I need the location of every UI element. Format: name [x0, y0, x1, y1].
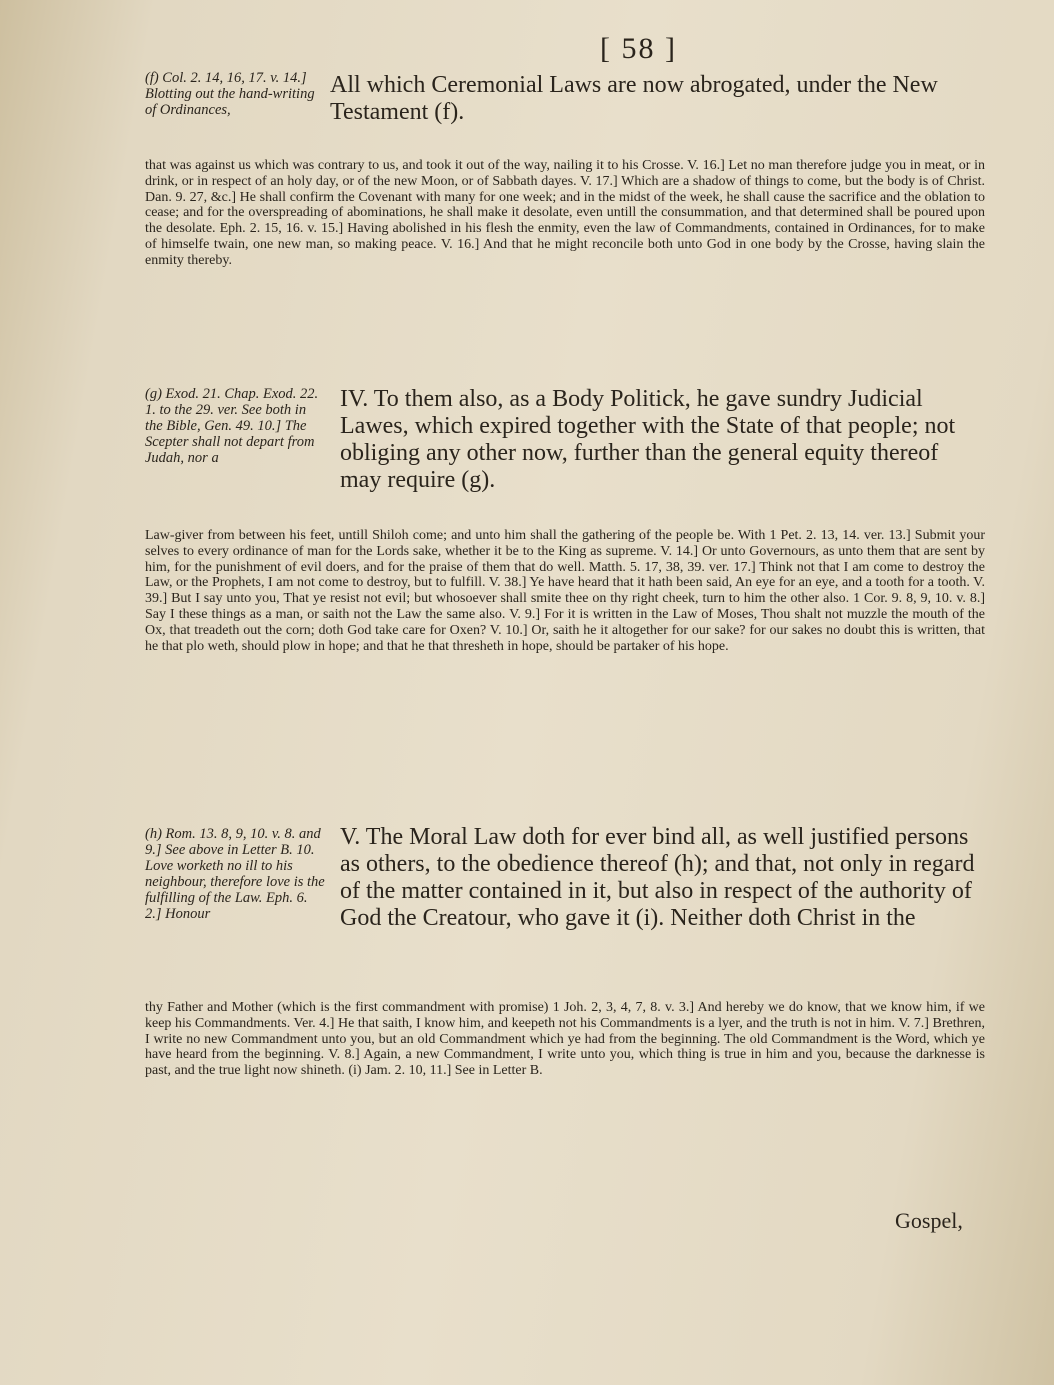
main-text: IV. To them also, as a Body Politick, he gave sundry Judicial Lawes, which expired together with the State of that people; not obliging any other now, further than the general equity thereof may require (g).: [340, 386, 956, 493]
main-text: V. The Moral Law doth for ever bind all, as well justified persons as others, to the obedience thereof (h); and that, not only in regard of the matter contained in it, but also in respect of the authority of God the Creatour, who gave it (i). Neither doth Christ in the: [340, 824, 975, 931]
footnote-text: that was against us which was contrary to us, and took it out of the way, nailing it to his Crosse. V. 16.] Let no man therefore judge you in meat, or in drink, or in respect of an holy day, or of the new Moon, or of Sabbath dayes. V. 17.] Which are a shadow of things to come, but the body is of Christ. Dan. 9. 27, &c.] He shall confirm the Covenant with many for one week; and in the midst of the week, he shall cause the sacrifice and the oblation to cease; and for the overspreading of abominations, he shall make it desolate, even untill the consummation, and that determined shall be poured upon the desolate. Eph. 2. 15, 16. v. 15.] Having abolished in his flesh the enmity, even the law of Commandments, contained in Ordinances, for to make of himselfe twain, one new man, so making peace. V. 16.] And that he might reconcile both unto God in one body by the Crosse, having slain the enmity thereby.: [145, 158, 985, 268]
margin-note: (g) Exod. 21. Chap. Exod. 22. 1. to the 29. ver. See both in the Bible, Gen. 49. 10.] The Scepter shall not depart from Judah, nor a: [145, 386, 319, 466]
footnote-text: Law-giver from between his feet, untill Shiloh come; and unto him shall the gathering of the people be. With 1 Pet. 2. 13, 14. ver. 13.] Submit your selves to every ordinance of man for the Lords sake, whether it be to the King as supreme. V. 14.] Or unto Governours, as unto them that are sent by him, for the punishment of evil doers, and for the praise of them that do well. Matth. 5. 17, 38, 39. ver. 17.] Think not that I am come to destroy the Law, or the Prophets, I am not come to destroy, but to fulfill. V. 38.] Ye have heard that it hath been said, An eye for an eye, and a tooth for a tooth. V. 39.] But I say unto you, That ye resist not evil; but whosoever shall smite thee on thy right cheek, turn to him the other also. 1 Cor. 9. 8, 9, 10. v. 8.] Say I these things as a man, or saith not the Law the same also. V. 9.] For it is written in the Law of Moses, Thou shalt not muzzle the mouth of the Ox, that treadeth out the corn; doth God take care for Oxen? V. 10.] Or, saith he it altogether for our sake? for our sakes no doubt this is written, that he that plo weth, should plow in hope; and that he that thresheth in hope, should be partaker of his hope.: [145, 528, 985, 654]
margin-note: (f) Col. 2. 14, 16, 17. v. 14.] Blotting out the hand-writing of Ordinances,: [145, 70, 315, 118]
margin-note: (h) Rom. 13. 8, 9, 10. v. 8. and 9.] See above in Letter B. 10. Love worketh no ill to his neighbour, therefore love is the fulfilling of the Law. Eph. 6. 2.] Honour: [145, 826, 325, 922]
footnote-text: thy Father and Mother (which is the first commandment with promise) 1 Joh. 2, 3, 4, 7, 8. v. 3.] And hereby we do know, that we know him, if we keep his Commandments. Ver. 4.] He that saith, I know him, and keepeth not his Commandments is a lyer, and the truth is not in him. V. 7.] Brethren, I write no new Commandment unto you, but an old Commandment which ye had from the beginning. The old Commandment is the Word, which ye have heard from the beginning. V. 8.] Again, a new Commandment, I write unto you, which thing is true in him and you, because the darknesse is past, and the true light now shineth. (i) Jam. 2. 10, 11.] See in Letter B.: [145, 1000, 985, 1079]
catchword: Gospel,: [895, 1208, 963, 1233]
main-text: All which Ceremonial Laws are now abrogated, under the New Testament (f).: [330, 72, 938, 125]
page-number: [ 58 ]: [600, 32, 677, 65]
